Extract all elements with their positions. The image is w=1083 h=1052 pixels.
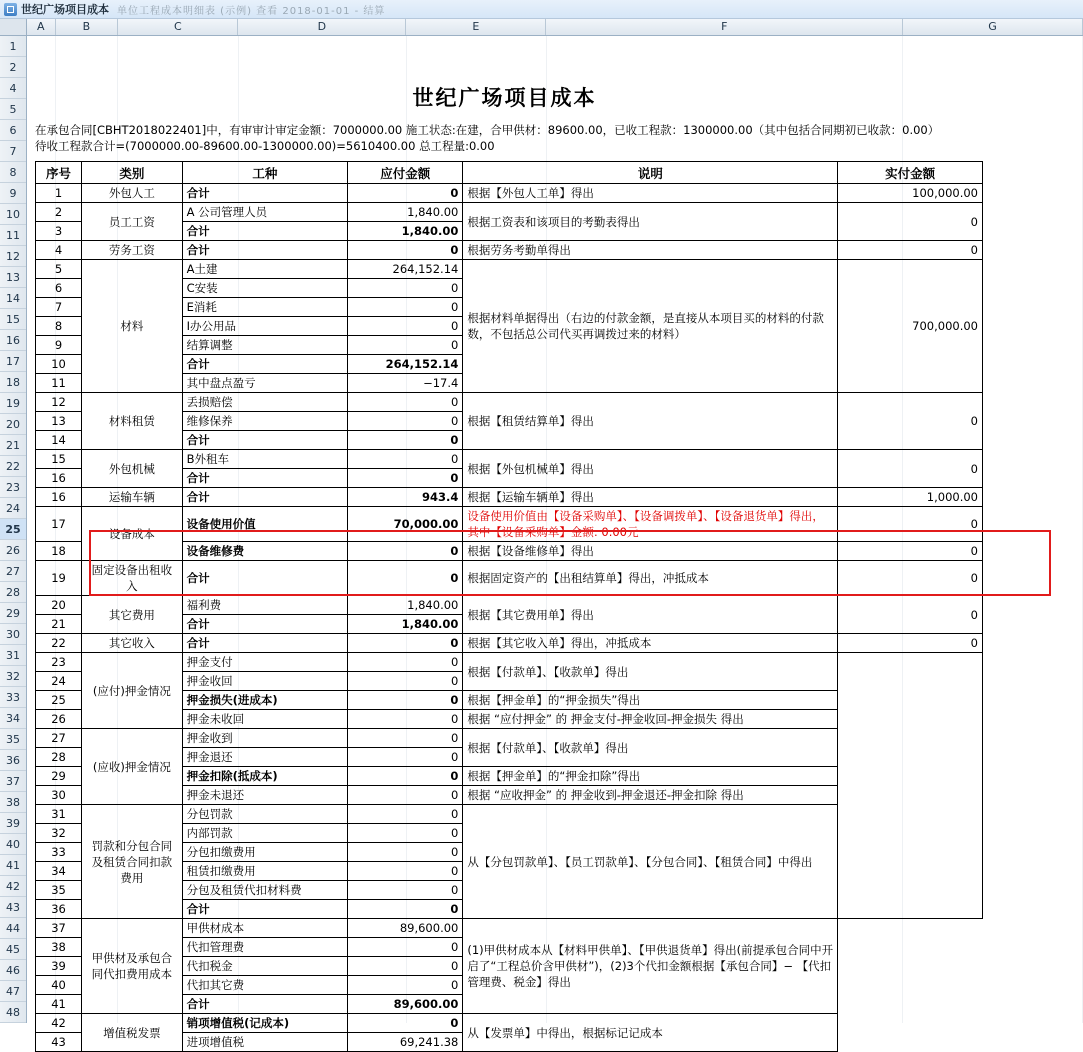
- cell-sequence-no[interactable]: 31: [36, 805, 82, 824]
- table-row[interactable]: [36, 393, 983, 412]
- row-header-31[interactable]: 31: [0, 645, 26, 666]
- cell-payable-amount[interactable]: 0: [348, 279, 463, 298]
- cell-worktype[interactable]: 代扣管理费: [182, 938, 348, 957]
- cell-payable-amount[interactable]: 0: [348, 824, 463, 843]
- cell-sequence-no[interactable]: 42: [36, 1014, 82, 1033]
- row-header-16[interactable]: 16: [0, 330, 26, 351]
- row-header-35[interactable]: 35: [0, 729, 26, 750]
- row-header-48[interactable]: 48: [0, 1002, 26, 1023]
- cell-payable-amount[interactable]: 69,241.38: [348, 1033, 463, 1052]
- cell-description[interactable]: 根据【设备维修单】得出: [463, 542, 838, 561]
- cell-description[interactable]: 从【分包罚款单】、【员工罚款单】、【分包合同】、【租赁合同】中得出: [463, 805, 838, 919]
- cell-payable-amount[interactable]: 89,600.00: [348, 995, 463, 1014]
- cell-paid-amount[interactable]: 0: [838, 450, 983, 488]
- cell-payable-amount[interactable]: 0: [348, 241, 463, 260]
- cell-sequence-no[interactable]: 24: [36, 672, 82, 691]
- cell-sequence-no[interactable]: 41: [36, 995, 82, 1014]
- row-header-12[interactable]: 12: [0, 246, 26, 267]
- row-header-41[interactable]: 41: [0, 855, 26, 876]
- cell-description[interactable]: 根据 “应收押金” 的 押金收到-押金退还-押金扣除 得出: [463, 786, 838, 805]
- cell-worktype[interactable]: 押金损失(进成本): [182, 691, 348, 710]
- cell-sequence-no[interactable]: 29: [36, 767, 82, 786]
- page-title: 世纪广场项目成本: [412, 85, 597, 110]
- cell-worktype[interactable]: 押金未退还: [182, 786, 348, 805]
- row-header-22[interactable]: 22: [0, 456, 26, 477]
- cell-worktype[interactable]: 设备维修费: [182, 542, 348, 561]
- col-head-description: 说明: [463, 162, 838, 184]
- cell-payable-amount[interactable]: 0: [348, 542, 463, 561]
- contract-summary-line-2: 待收工程款合计=(7000000.00-89600.00-1300000.00)=5610400.00 总工程量:0.00: [35, 139, 495, 153]
- cell-payable-amount[interactable]: 0: [348, 786, 463, 805]
- cell-worktype[interactable]: 合计: [182, 634, 348, 653]
- cell-payable-amount[interactable]: 0: [348, 710, 463, 729]
- cell-category[interactable]: (应收)押金情况: [82, 729, 183, 805]
- cell-worktype[interactable]: 押金退还: [182, 748, 348, 767]
- cell-worktype[interactable]: 押金支付: [182, 653, 348, 672]
- cell-worktype[interactable]: 内部罚款: [182, 824, 348, 843]
- cell-category[interactable]: 员工工资: [82, 203, 183, 241]
- cell-worktype[interactable]: 分包及租赁代扣材料费: [182, 881, 348, 900]
- spreadsheet-body: [0, 36, 1083, 1049]
- row-header-33[interactable]: 33: [0, 687, 26, 708]
- cell-payable-amount[interactable]: 0: [348, 1014, 463, 1033]
- column-header-b[interactable]: B: [56, 19, 119, 35]
- cell-payable-amount[interactable]: 0: [348, 412, 463, 431]
- cell-payable-amount[interactable]: 1,840.00: [348, 596, 463, 615]
- row-header-18[interactable]: 18: [0, 372, 26, 393]
- cell-sequence-no[interactable]: 21: [36, 615, 82, 634]
- cell-worktype[interactable]: 合计: [182, 488, 348, 507]
- cell-paid-amount[interactable]: [838, 653, 983, 919]
- row-header-38[interactable]: 38: [0, 792, 26, 813]
- cell-sequence-no[interactable]: 38: [36, 938, 82, 957]
- cell-description[interactable]: 根据劳务考勤单得出: [463, 241, 838, 260]
- cell-sequence-no[interactable]: 11: [36, 374, 82, 393]
- row-header-15[interactable]: 15: [0, 309, 26, 330]
- row-header-28[interactable]: 28: [0, 582, 26, 603]
- cell-sequence-no[interactable]: 39: [36, 957, 82, 976]
- cell-sequence-no[interactable]: 36: [36, 900, 82, 919]
- cell-worktype[interactable]: 合计: [182, 222, 348, 241]
- app-icon: [4, 3, 17, 16]
- cell-paid-amount[interactable]: 0: [838, 241, 983, 260]
- cell-sequence-no[interactable]: 35: [36, 881, 82, 900]
- cell-worktype[interactable]: I办公用品: [182, 317, 348, 336]
- cell-payable-amount[interactable]: 0: [348, 469, 463, 488]
- cell-category[interactable]: (应付)押金情况: [82, 653, 183, 729]
- cell-paid-amount[interactable]: 0: [838, 596, 983, 634]
- cell-sequence-no[interactable]: 12: [36, 393, 82, 412]
- cell-payable-amount[interactable]: 0: [348, 317, 463, 336]
- row-header-29[interactable]: 29: [0, 603, 26, 624]
- cell-sequence-no[interactable]: 18: [36, 542, 82, 561]
- table-row[interactable]: [36, 184, 983, 203]
- row-header-7[interactable]: 7: [0, 141, 26, 162]
- cell-category[interactable]: 甲供材及承包合同代扣费用成本: [82, 919, 183, 1014]
- cell-payable-amount[interactable]: 264,152.14: [348, 355, 463, 374]
- table-row[interactable]: [36, 488, 983, 507]
- cell-payable-amount[interactable]: 0: [348, 729, 463, 748]
- cell-worktype[interactable]: 租赁扣缴费用: [182, 862, 348, 881]
- cell-description[interactable]: 根据【运输车辆单】得出: [463, 488, 838, 507]
- cell-payable-amount[interactable]: 0: [348, 672, 463, 691]
- cell-worktype[interactable]: 合计: [182, 469, 348, 488]
- cell-sequence-no[interactable]: 4: [36, 241, 82, 260]
- cell-worktype[interactable]: 进项增值税: [182, 1033, 348, 1052]
- sheet-grid[interactable]: [27, 36, 1083, 1049]
- cell-payable-amount[interactable]: 0: [348, 634, 463, 653]
- cell-paid-amount[interactable]: 100,000.00: [838, 184, 983, 203]
- cell-sequence-no[interactable]: 2: [36, 203, 82, 222]
- cell-sequence-no[interactable]: 26: [36, 710, 82, 729]
- cell-worktype[interactable]: E消耗: [182, 298, 348, 317]
- table-row[interactable]: [36, 634, 983, 653]
- row-header-43[interactable]: 43: [0, 897, 26, 918]
- cell-sequence-no[interactable]: 9: [36, 336, 82, 355]
- row-header-13[interactable]: 13: [0, 267, 26, 288]
- cell-sequence-no[interactable]: 40: [36, 976, 82, 995]
- cell-worktype[interactable]: 合计: [182, 615, 348, 634]
- cell-category[interactable]: 设备成本: [82, 507, 183, 561]
- cell-worktype[interactable]: 合计: [182, 355, 348, 374]
- row-header-9[interactable]: 9: [0, 183, 26, 204]
- cell-payable-amount[interactable]: 0: [348, 843, 463, 862]
- cell-worktype[interactable]: 押金扣除(抵成本): [182, 767, 348, 786]
- cell-description[interactable]: 根据【租赁结算单】得出: [463, 393, 838, 450]
- cell-payable-amount[interactable]: 0: [348, 393, 463, 412]
- cell-sequence-no[interactable]: 43: [36, 1033, 82, 1052]
- row-header-19[interactable]: 19: [0, 393, 26, 414]
- cell-sequence-no[interactable]: 5: [36, 260, 82, 279]
- cell-paid-amount[interactable]: 1,000.00: [838, 488, 983, 507]
- cell-category[interactable]: 增值税发票: [82, 1014, 183, 1052]
- table-row[interactable]: [36, 596, 983, 615]
- cell-category[interactable]: 劳务工资: [82, 241, 183, 260]
- row-header-2[interactable]: 2: [0, 57, 26, 78]
- cell-worktype[interactable]: A 公司管理人员: [182, 203, 348, 222]
- cell-payable-amount[interactable]: −17.4: [348, 374, 463, 393]
- table-row[interactable]: [36, 561, 983, 596]
- cell-sequence-no[interactable]: 37: [36, 919, 82, 938]
- column-header-c[interactable]: C: [118, 19, 238, 35]
- cell-category[interactable]: 材料: [82, 260, 183, 393]
- row-header-8[interactable]: 8: [0, 162, 26, 183]
- row-header-26[interactable]: 26: [0, 540, 26, 561]
- cell-description[interactable]: 从【发票单】中得出，根据标记记成本: [463, 1014, 838, 1052]
- row-header-gutter[interactable]: [0, 36, 27, 1023]
- row-header-36[interactable]: 36: [0, 750, 26, 771]
- cell-description[interactable]: 根据 “应付押金” 的 押金支付-押金收回-押金损失 得出: [463, 710, 838, 729]
- row-header-17[interactable]: 17: [0, 351, 26, 372]
- cell-category[interactable]: 固定设备出租收入: [82, 561, 183, 596]
- cell-sequence-no[interactable]: 34: [36, 862, 82, 881]
- cell-payable-amount[interactable]: 1,840.00: [348, 615, 463, 634]
- table-row[interactable]: [36, 1014, 983, 1033]
- cell-payable-amount[interactable]: 0: [348, 450, 463, 469]
- table-row[interactable]: [36, 203, 983, 222]
- cell-sequence-no[interactable]: 13: [36, 412, 82, 431]
- row-header-39[interactable]: 39: [0, 813, 26, 834]
- cell-category[interactable]: 材料租赁: [82, 393, 183, 450]
- row-header-45[interactable]: 45: [0, 939, 26, 960]
- cell-sequence-no[interactable]: 27: [36, 729, 82, 748]
- cell-category[interactable]: 罚款和分包合同及租赁合同扣款费用: [82, 805, 183, 919]
- row-header-24[interactable]: 24: [0, 498, 26, 519]
- row-header-27[interactable]: 27: [0, 561, 26, 582]
- cell-category[interactable]: 运输车辆: [82, 488, 183, 507]
- cell-description[interactable]: 根据【押金单】的“押金损失”得出: [463, 691, 838, 710]
- row-header-32[interactable]: 32: [0, 666, 26, 687]
- row-header-47[interactable]: 47: [0, 981, 26, 1002]
- cell-sequence-no[interactable]: 15: [36, 450, 82, 469]
- cell-paid-amount[interactable]: 700,000.00: [838, 260, 983, 393]
- cell-worktype[interactable]: 设备使用价值: [182, 507, 348, 542]
- cell-description[interactable]: (1)甲供材成本从【材料甲供单】、【甲供退货单】得出(前提承包合同中开启了“工程总价含甲供材”)，(2)3个代扣金额根据【承包合同】− 【代扣管理费、税金】得出: [463, 919, 838, 1014]
- cell-description[interactable]: 根据【付款单】、【收款单】得出: [463, 653, 838, 691]
- table-row[interactable]: [36, 450, 983, 469]
- cell-payable-amount[interactable]: 0: [348, 767, 463, 786]
- cell-worktype[interactable]: 合计: [182, 184, 348, 203]
- cell-worktype[interactable]: 合计: [182, 431, 348, 450]
- cell-payable-amount[interactable]: 70,000.00: [348, 507, 463, 542]
- cell-worktype[interactable]: 甲供材成本: [182, 919, 348, 938]
- cell-sequence-no[interactable]: 8: [36, 317, 82, 336]
- cell-sequence-no[interactable]: 1: [36, 184, 82, 203]
- cell-payable-amount[interactable]: 0: [348, 298, 463, 317]
- cell-payable-amount[interactable]: 0: [348, 748, 463, 767]
- cell-description[interactable]: 设备使用价值由【设备采购单】、【设备调拨单】、【设备退货单】得出，其中【设备采购单】金额: 0.00元: [463, 507, 838, 542]
- cell-payable-amount[interactable]: 1,840.00: [348, 222, 463, 241]
- cell-payable-amount[interactable]: 89,600.00: [348, 919, 463, 938]
- cell-paid-amount[interactable]: 0: [838, 507, 983, 542]
- cell-worktype[interactable]: 分包扣缴费用: [182, 843, 348, 862]
- cell-description[interactable]: 根据材料单据得出（右边的付款金额，是直接从本项目买的材料的付款数，不包括总公司代买再调拨过来的材料）: [463, 260, 838, 393]
- cell-payable-amount[interactable]: 0: [348, 691, 463, 710]
- cell-sequence-no[interactable]: 22: [36, 634, 82, 653]
- cell-category[interactable]: 外包机械: [82, 450, 183, 488]
- cell-sequence-no[interactable]: 32: [36, 824, 82, 843]
- row-header-10[interactable]: 10: [0, 204, 26, 225]
- cell-worktype[interactable]: 合计: [182, 900, 348, 919]
- contract-summary-line-1: 在承包合同[CBHT2018022401]中，有审审计审定金额：7000000.00 施工状态:在建，合甲供材：89600.00，已收工程款：1300000.00（其中包括合同期初已收款：0.00）: [35, 123, 940, 137]
- cell-worktype[interactable]: 合计: [182, 561, 348, 596]
- cell-worktype[interactable]: C安装: [182, 279, 348, 298]
- cell-payable-amount[interactable]: 0: [348, 881, 463, 900]
- row-header-4[interactable]: 4: [0, 78, 26, 99]
- cell-description[interactable]: 根据【外包机械单】得出: [463, 450, 838, 488]
- cell-category[interactable]: 其它收入: [82, 634, 183, 653]
- cell-payable-amount[interactable]: 0: [348, 862, 463, 881]
- column-header-f[interactable]: F: [546, 19, 903, 35]
- table-row[interactable]: [36, 260, 983, 279]
- cell-worktype[interactable]: 押金收到: [182, 729, 348, 748]
- col-head-payable: 应付金额: [348, 162, 463, 184]
- cell-worktype[interactable]: 分包罚款: [182, 805, 348, 824]
- row-header-46[interactable]: 46: [0, 960, 26, 981]
- cell-payable-amount[interactable]: 0: [348, 976, 463, 995]
- cell-sequence-no[interactable]: 17: [36, 507, 82, 542]
- cell-paid-amount[interactable]: 0: [838, 393, 983, 450]
- cell-payable-amount[interactable]: 0: [348, 938, 463, 957]
- cell-worktype[interactable]: 销项增值税(记成本): [182, 1014, 348, 1033]
- cell-sequence-no[interactable]: 10: [36, 355, 82, 374]
- cell-sequence-no[interactable]: 33: [36, 843, 82, 862]
- cell-sequence-no[interactable]: 3: [36, 222, 82, 241]
- cell-sequence-no[interactable]: 25: [36, 691, 82, 710]
- cell-sequence-no[interactable]: 19: [36, 561, 82, 596]
- row-header-5[interactable]: 5: [0, 99, 26, 120]
- cell-paid-amount[interactable]: 0: [838, 561, 983, 596]
- cell-description[interactable]: 根据【外包人工单】得出: [463, 184, 838, 203]
- row-header-30[interactable]: 30: [0, 624, 26, 645]
- cell-sequence-no[interactable]: 20: [36, 596, 82, 615]
- cell-category[interactable]: 其它费用: [82, 596, 183, 634]
- row-header-11[interactable]: 11: [0, 225, 26, 246]
- col-head-worktype: 工种: [182, 162, 348, 184]
- column-header-row[interactable]: [0, 19, 1083, 36]
- col-head-category: 类别: [82, 162, 183, 184]
- cell-description[interactable]: 根据【付款单】、【收款单】得出: [463, 729, 838, 767]
- cell-sequence-no[interactable]: 16: [36, 488, 82, 507]
- cell-paid-amount[interactable]: 0: [838, 542, 983, 561]
- row-header-23[interactable]: 23: [0, 477, 26, 498]
- cell-sequence-no[interactable]: 28: [36, 748, 82, 767]
- cell-payable-amount[interactable]: 264,152.14: [348, 260, 463, 279]
- cell-description[interactable]: 根据【其它费用单】得出: [463, 596, 838, 634]
- column-header-g[interactable]: G: [903, 19, 1083, 35]
- column-header-a[interactable]: A: [27, 19, 56, 35]
- cell-payable-amount[interactable]: 0: [348, 336, 463, 355]
- col-head-paid: 实付金额: [838, 162, 983, 184]
- cell-sequence-no[interactable]: 23: [36, 653, 82, 672]
- cell-payable-amount[interactable]: 0: [348, 653, 463, 672]
- window-subtitle: 单位工程成本明细表 (示例) 查看 2018-01-01 - 结算: [117, 2, 385, 17]
- contract-summary: [35, 122, 975, 154]
- row-header-25[interactable]: 25: [0, 519, 26, 540]
- window-titlebar: [0, 0, 1083, 19]
- row-header-42[interactable]: 42: [0, 876, 26, 897]
- cell-sequence-no[interactable]: 30: [36, 786, 82, 805]
- row-header-14[interactable]: 14: [0, 288, 26, 309]
- row-header-6[interactable]: 6: [0, 120, 26, 141]
- cell-payable-amount[interactable]: 0: [348, 900, 463, 919]
- column-header-e[interactable]: E: [406, 19, 546, 35]
- table-row[interactable]: [36, 507, 983, 542]
- cell-sequence-no[interactable]: 14: [36, 431, 82, 450]
- row-header-37[interactable]: 37: [0, 771, 26, 792]
- table-header-row: [36, 162, 983, 184]
- row-header-1[interactable]: 1: [0, 36, 26, 57]
- cell-description[interactable]: 根据工资表和该项目的考勤表得出: [463, 203, 838, 241]
- cost-table[interactable]: [35, 161, 983, 1052]
- cell-payable-amount[interactable]: 0: [348, 957, 463, 976]
- cell-worktype[interactable]: 合计: [182, 995, 348, 1014]
- cell-worktype[interactable]: 其中盘点盈亏: [182, 374, 348, 393]
- row-header-21[interactable]: 21: [0, 435, 26, 456]
- cell-worktype[interactable]: 代扣税金: [182, 957, 348, 976]
- col-head-no: 序号: [36, 162, 82, 184]
- cell-payable-amount[interactable]: 1,840.00: [348, 203, 463, 222]
- select-all-corner[interactable]: [0, 19, 27, 35]
- row-header-20[interactable]: 20: [0, 414, 26, 435]
- row-header-40[interactable]: 40: [0, 834, 26, 855]
- cell-worktype[interactable]: 合计: [182, 241, 348, 260]
- table-row[interactable]: [36, 919, 983, 938]
- cell-payable-amount[interactable]: 0: [348, 561, 463, 596]
- cell-worktype[interactable]: 福利费: [182, 596, 348, 615]
- cell-category[interactable]: 外包人工: [82, 184, 183, 203]
- cell-worktype[interactable]: 维修保养: [182, 412, 348, 431]
- cell-description[interactable]: 根据【其它收入单】得出，冲抵成本: [463, 634, 838, 653]
- row-header-44[interactable]: 44: [0, 918, 26, 939]
- table-row[interactable]: [36, 653, 983, 672]
- cell-worktype[interactable]: B外租车: [182, 450, 348, 469]
- cell-worktype[interactable]: 押金未收回: [182, 710, 348, 729]
- cell-sequence-no[interactable]: 16: [36, 469, 82, 488]
- column-header-d[interactable]: D: [238, 19, 406, 35]
- cell-description[interactable]: 根据【押金单】的“押金扣除”得出: [463, 767, 838, 786]
- cell-sequence-no[interactable]: 7: [36, 298, 82, 317]
- cell-worktype[interactable]: 丢损赔偿: [182, 393, 348, 412]
- cell-paid-amount[interactable]: 0: [838, 203, 983, 241]
- cell-payable-amount[interactable]: 0: [348, 184, 463, 203]
- cell-payable-amount[interactable]: 943.4: [348, 488, 463, 507]
- cell-payable-amount[interactable]: 0: [348, 805, 463, 824]
- cell-sequence-no[interactable]: 6: [36, 279, 82, 298]
- window-title: 世纪广场项目成本: [21, 3, 109, 16]
- table-row[interactable]: [36, 241, 983, 260]
- row-header-34[interactable]: 34: [0, 708, 26, 729]
- cell-payable-amount[interactable]: 0: [348, 431, 463, 450]
- cell-worktype[interactable]: 押金收回: [182, 672, 348, 691]
- cell-worktype[interactable]: A土建: [182, 260, 348, 279]
- cell-worktype[interactable]: 代扣其它费: [182, 976, 348, 995]
- cell-worktype[interactable]: 结算调整: [182, 336, 348, 355]
- cell-paid-amount[interactable]: 0: [838, 634, 983, 653]
- cell-description[interactable]: 根据固定资产的【出租结算单】得出，冲抵成本: [463, 561, 838, 596]
- sheet-content: [27, 36, 1083, 1052]
